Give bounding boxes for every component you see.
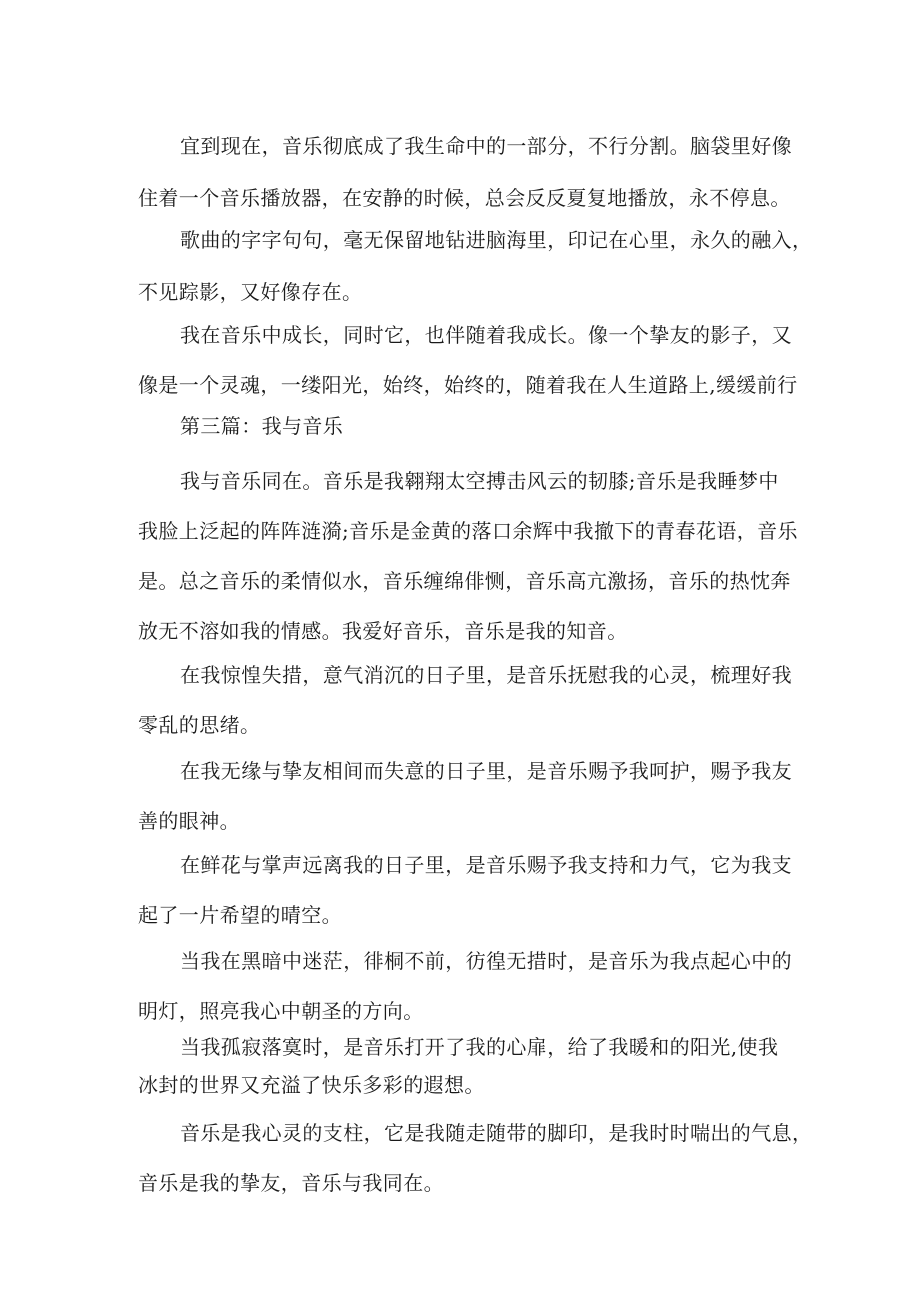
paragraph-6 [138, 746, 792, 846]
paragraph-line: 不见踪影，又好像存在。 [138, 280, 363, 304]
paragraph-line: 当我孤寂落寞时，是音乐打开了我的心扉，给了我暖和的阳光,使我 [180, 1035, 779, 1059]
section-heading: 第三篇：我与音乐 [180, 414, 344, 438]
paragraph-3 [138, 310, 798, 410]
paragraph-line: 起了一片希望的晴空。 [138, 903, 342, 927]
paragraph-8 [138, 936, 792, 1036]
paragraph-line: 在鲜花与掌声远离我的日子里，是音乐赐予我支持和力气，它为我支 [180, 853, 792, 877]
paragraph-10 [138, 1108, 813, 1208]
paragraph-line: 是。总之音乐的柔情似水，音乐缠绵俳恻，音乐高亢激扬，音乐的热忱奔 [138, 569, 791, 593]
paragraph-line: 在我无缘与挚友相间而失意的日子里，是音乐赐予我呵护，赐予我友 [180, 759, 792, 783]
paragraph-line: 像是一个灵魂，一缕阳光，始终，始终的，随着我在人生道路上,缓缓前行 [138, 373, 798, 397]
paragraph-9 [138, 1028, 788, 1104]
paragraph-7 [138, 840, 792, 940]
paragraph-1 [138, 120, 792, 224]
paragraph-line: 零乱的思绪。 [138, 713, 261, 737]
paragraph-line: 冰封的世界又充溢了快乐多彩的遐想。 [138, 1073, 485, 1097]
paragraph-line: 我脸上泛起的阵阵涟漪;音乐是金黄的落口余辉中我撤下的青春花语，音乐 [138, 519, 798, 543]
paragraph-line: 歌曲的字字句句，毫无保留地钻进脑海里，印记在心里，永久的融入， [180, 228, 813, 252]
paragraph-line: 音乐是我心灵的支柱，它是我随走随带的脚印，是我时时喘出的气息， [180, 1121, 813, 1145]
paragraph-4 [138, 456, 798, 656]
paragraph-2 [138, 214, 813, 318]
paragraph-line: 明灯，照亮我心中朝圣的方向。 [138, 999, 424, 1023]
paragraph-line: 放无不溶如我的情感。我爱好音乐，音乐是我的知音。 [138, 619, 628, 643]
paragraph-5 [138, 650, 792, 750]
paragraph-line: 善的眼神。 [138, 809, 240, 833]
paragraph-line: 住着一个音乐播放器，在安静的时候，总会反反夏复地播放，永不停息。 [138, 186, 791, 210]
paragraph-line: 我在音乐中成长，同时它，也伴随着我成长。像一个挚友的影子，又 [180, 323, 792, 347]
paragraph-line: 当我在黑暗中迷茫，徘桐不前，彷徨无措时，是音乐为我点起心中的 [180, 949, 792, 973]
paragraph-line: 在我惊惶失措，意气消沉的日子里，是音乐抚慰我的心灵，梳理好我 [180, 663, 792, 687]
paragraph-line: 我与音乐同在。音乐是我翱翔太空搏击风云的韧膝;音乐是我睡梦中 [180, 469, 779, 493]
paragraph-line: 宜到现在，音乐彻底成了我生命中的一部分，不行分割。脑袋里好像 [180, 134, 792, 158]
paragraph-line: 音乐是我的挚友，音乐与我同在。 [138, 1171, 444, 1195]
